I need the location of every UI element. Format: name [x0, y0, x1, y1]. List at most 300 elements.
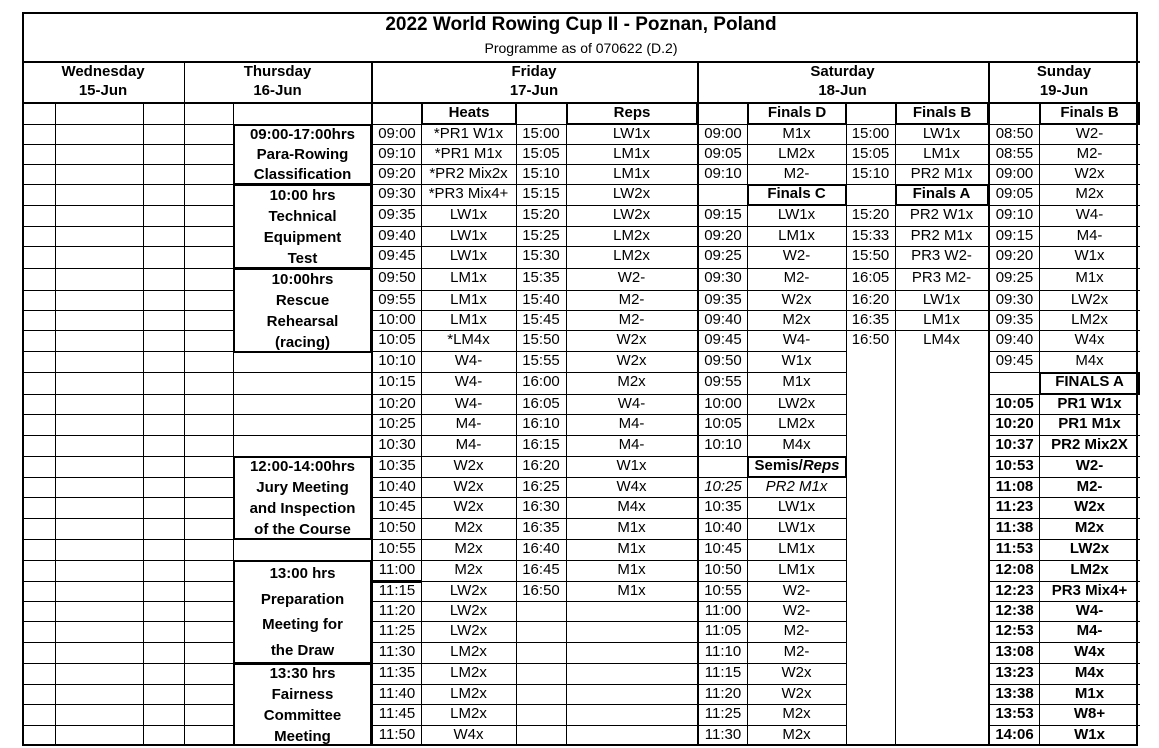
friday-heat-event: W2x [453, 457, 484, 474]
sunday-finals-b-time: 09:45 [995, 352, 1034, 369]
saturday-finals-d-time: 09:05 [704, 145, 742, 162]
friday-heat-time: 09:10 [378, 145, 416, 162]
saturday-semis-text: Semis/ [754, 457, 803, 474]
friday-heat-time: 11:30 [378, 643, 416, 660]
grid-line [22, 725, 234, 726]
saturday-finals-c-event: M2x [782, 311, 811, 328]
saturday-finals-c-event: M2- [783, 269, 810, 286]
grid-line [22, 246, 234, 247]
saturday-finals-d-event: LM2x [778, 145, 815, 162]
saturday-finals-c-event: W2- [782, 247, 811, 264]
sunday-finals-b-event: M2x [1075, 185, 1104, 202]
saturday-finals-a-time: 16:35 [851, 311, 890, 328]
thursday-event-line: Para-Rowing [256, 146, 349, 163]
grid-line [233, 372, 371, 373]
saturday-finals-a-event: PR2 M1x [910, 227, 973, 244]
friday-heat-event: M2x [454, 561, 483, 578]
friday-heat-event: M2x [454, 519, 483, 536]
sunday-finals-a-event: W1x [1074, 726, 1105, 743]
friday-rep-time: 15:50 [522, 331, 560, 348]
saturday-semis-reps-text: Reps [802, 457, 840, 474]
friday-heat-time: 11:20 [378, 602, 416, 619]
page-title: 2022 World Rowing Cup II - Poznan, Poland [385, 14, 777, 35]
sunday-finals-a-time: 12:23 [995, 582, 1034, 599]
friday-heat-event: W4- [454, 395, 483, 412]
friday-heat-event: *LM4x [447, 331, 490, 348]
sunday-finals-a-event: M4x [1074, 664, 1105, 681]
sunday-finals-a-event: W4- [1075, 602, 1104, 619]
friday-rep-time: 15:10 [522, 165, 560, 182]
friday-rep-time: 15:40 [522, 291, 560, 308]
sunday-finals-a-time: 13:53 [995, 705, 1034, 722]
sunday-finals-b-event: M4x [1075, 352, 1104, 369]
saturday-semis-event: M2x [782, 726, 811, 743]
sunday-finals-b-event: W2x [1074, 165, 1105, 182]
grid-line [22, 164, 234, 165]
grid-line [22, 539, 234, 540]
saturday-finals-c-event: W4- [782, 331, 811, 348]
friday-rep-event: M2x [617, 373, 646, 390]
saturday-semis-event: W2x [781, 664, 812, 681]
sunday-finals-a-time: 14:06 [995, 726, 1034, 743]
sunday-finals-a-event: PR1 M1x [1058, 415, 1121, 432]
grid-line [22, 310, 234, 311]
friday-rep-event: M4- [618, 415, 645, 432]
grid-line [22, 330, 234, 331]
thursday-event-line: Meeting [274, 727, 331, 745]
friday-heat-time: 10:40 [378, 478, 416, 495]
saturday-finals-c-time: 09:20 [704, 227, 742, 244]
saturday-semis-time: 11:10 [704, 643, 742, 660]
grid-line [22, 518, 234, 519]
saturday-semis-time: 11:05 [704, 622, 742, 639]
thursday-event-line: 13:00 hrs [269, 564, 336, 582]
grid-line [22, 226, 234, 227]
grid-line [22, 394, 234, 395]
saturday-finals-b-event: LM1x [923, 145, 960, 162]
friday-rep-event: LM2x [613, 227, 650, 244]
saturday-finals-c-time: 09:55 [704, 373, 742, 390]
saturday-finals-c-event: LW2x [777, 395, 816, 412]
friday-heat-time: 11:15 [378, 582, 416, 599]
grid-line [22, 684, 234, 685]
saturday-semis-event: LW1x [777, 498, 816, 515]
friday-rep-event: LW1x [612, 125, 651, 142]
day-date-sunday: 19-Jun [1039, 82, 1089, 99]
friday-heat-event: M4- [455, 436, 482, 453]
friday-heat-time: 10:55 [378, 540, 416, 557]
grid-line [233, 435, 371, 436]
friday-rep-time: 15:15 [522, 185, 560, 202]
sunday-finals-a-event: M2x [1074, 519, 1105, 536]
grid-line [22, 414, 234, 415]
saturday-finals-d-time: 09:00 [704, 125, 742, 142]
day-name-sunday: Sunday [1036, 63, 1092, 80]
friday-heat-event: LW1x [449, 206, 488, 223]
sunday-finals-b-event: LW2x [1070, 291, 1109, 308]
friday-rep-event: M1x [617, 561, 646, 578]
friday-heat-time: 11:40 [378, 685, 416, 702]
grid-line [22, 268, 234, 269]
grid-line [233, 394, 371, 395]
saturday-finals-c-label: Finals C [767, 185, 826, 202]
friday-heat-event: M4- [455, 415, 482, 432]
thursday-event-line: Equipment [263, 228, 342, 246]
sunday-finals-b-time: 09:40 [995, 331, 1034, 348]
sunday-finals-a-event: W4x [1074, 643, 1105, 660]
saturday-finals-d-event: M1x [782, 125, 811, 142]
sunday-finals-b-event: W4x [1074, 331, 1105, 348]
page-subtitle: Programme as of 070622 (D.2) [484, 40, 678, 56]
saturday-finals-c-event: M4x [782, 436, 811, 453]
thursday-event-line: Meeting for [262, 616, 343, 634]
saturday-finals-a-event: LM4x [923, 331, 960, 348]
grid-line [22, 581, 234, 582]
friday-heat-time: 10:10 [378, 352, 416, 369]
sunday-finals-b-event: W1x [1074, 247, 1105, 264]
saturday-semis-event: LM1x [778, 540, 815, 557]
grid-line [22, 184, 234, 185]
friday-heat-time: 09:35 [378, 206, 416, 223]
saturday-semis-event: M2- [783, 643, 810, 660]
friday-rep-time: 16:25 [522, 478, 560, 495]
day-date-thursday: 16-Jun [253, 82, 302, 99]
sunday-finals-a-time: 13:08 [995, 643, 1034, 660]
saturday-finals-c-time: 09:25 [704, 247, 742, 264]
saturday-finals-b-time: 15:10 [851, 165, 890, 182]
friday-rep-time: 15:05 [522, 145, 560, 162]
friday-heat-time: 09:55 [378, 291, 416, 308]
saturday-semis-event: W2- [782, 582, 811, 599]
friday-heat-time: 09:40 [378, 227, 416, 244]
friday-heat-event: LM2x [450, 643, 487, 660]
grid-line [22, 290, 234, 291]
saturday-finals-a-label: Finals A [912, 185, 971, 202]
friday-rep-time: 16:00 [522, 373, 560, 390]
friday-rep-time: 15:25 [522, 227, 560, 244]
friday-rep-event: W2x [616, 352, 647, 369]
friday-reps-label: Reps [613, 104, 651, 121]
sunday-finals-b-label: Finals B [1060, 104, 1119, 121]
friday-rep-time: 16:50 [522, 582, 560, 599]
saturday-semis-time: 11:25 [704, 705, 742, 722]
sunday-finals-a-event: PR1 W1x [1057, 395, 1122, 412]
friday-heat-time: 10:25 [378, 415, 416, 432]
sunday-finals-a-event: W2- [1075, 457, 1104, 474]
day-name-thursday: Thursday [243, 63, 312, 80]
friday-rep-time: 16:20 [522, 457, 560, 474]
saturday-finals-a-time: 16:05 [851, 269, 890, 286]
friday-heat-time: 09:30 [378, 185, 416, 202]
friday-heat-event: LM2x [450, 664, 487, 681]
friday-rep-event: LM2x [613, 247, 650, 264]
saturday-semis-event: LM1x [778, 561, 815, 578]
saturday-finals-b-time: 15:05 [851, 145, 890, 162]
saturday-finals-b-event: PR2 M1x [910, 165, 973, 182]
sunday-finals-b-event: M1x [1075, 269, 1104, 286]
saturday-finals-b-label: Finals B [912, 104, 972, 121]
saturday-finals-c-event: W1x [781, 352, 812, 369]
thursday-event-line: 10:00hrs [271, 270, 334, 288]
grid-line [22, 456, 234, 457]
thursday-event-line: Fairness [271, 686, 334, 704]
friday-heat-time: 10:15 [378, 373, 416, 390]
thursday-event-line: Rehearsal [266, 312, 339, 330]
sunday-finals-b-event: M4- [1076, 227, 1103, 244]
saturday-finals-a-event: LW1x [922, 291, 961, 308]
friday-heats-label: Heats [448, 104, 490, 121]
sunday-finals-a-time: 13:38 [995, 685, 1034, 702]
sunday-finals-a-label: FINALS A [1055, 373, 1124, 390]
saturday-finals-a-time: 16:20 [851, 291, 890, 308]
saturday-semis-time: 10:50 [704, 561, 742, 578]
friday-rep-event: M4- [618, 436, 645, 453]
saturday-finals-a-time: 15:50 [851, 247, 890, 264]
saturday-finals-d-time: 09:10 [704, 165, 742, 182]
saturday-finals-a-event: PR3 M2- [911, 269, 972, 286]
friday-rep-time: 16:35 [522, 519, 560, 536]
sunday-finals-a-event: PR2 Mix2X [1051, 436, 1128, 453]
grid-line [184, 102, 185, 746]
thursday-event-line: 10:00 hrs [269, 186, 336, 204]
sunday-finals-a-event: M2- [1076, 478, 1103, 495]
friday-rep-event: W4- [617, 395, 646, 412]
friday-rep-event: M2- [618, 311, 645, 328]
saturday-finals-c-event: LW1x [777, 206, 816, 223]
friday-rep-time: 16:05 [522, 395, 560, 412]
friday-heat-event: LM1x [450, 269, 487, 286]
saturday-finals-c-time: 10:10 [704, 436, 742, 453]
sunday-finals-a-event: M4- [1076, 622, 1103, 639]
saturday-semis-event: W2x [781, 685, 812, 702]
saturday-finals-a-time: 15:20 [851, 206, 890, 223]
friday-rep-time: 15:35 [522, 269, 560, 286]
thursday-event-line: Technical [268, 207, 337, 225]
friday-heat-time: 09:00 [378, 125, 416, 142]
friday-heat-time: 11:00 [378, 561, 416, 578]
saturday-finals-b-event: LW1x [922, 125, 961, 142]
grid-line [22, 144, 234, 145]
friday-heat-time: 10:20 [378, 395, 416, 412]
thursday-event-line: of the Course [254, 520, 351, 538]
sunday-finals-b-time: 09:10 [995, 206, 1034, 223]
friday-rep-event: M2- [618, 291, 645, 308]
friday-rep-event: M1x [617, 582, 646, 599]
grid-line [22, 351, 234, 352]
saturday-finals-d-event: M2- [783, 165, 810, 182]
grid-line [22, 205, 234, 206]
friday-heat-event: *PR1 M1x [434, 145, 503, 162]
saturday-semis-time: 10:45 [704, 540, 742, 557]
friday-heat-time: 10:05 [378, 331, 416, 348]
thursday-event-line: 09:00-17:00hrs [249, 126, 356, 143]
saturday-finals-a-event: PR2 W1x [909, 206, 974, 223]
friday-rep-event: M1x [617, 519, 646, 536]
friday-heat-event: W4x [453, 726, 484, 743]
day-date-friday: 17-Jun [509, 82, 559, 99]
friday-rep-event: M1x [617, 540, 646, 557]
friday-heat-event: LM1x [450, 311, 487, 328]
day-name-friday: Friday [511, 63, 557, 80]
grid-line [22, 477, 234, 478]
saturday-semis-time: 11:00 [704, 602, 742, 619]
sunday-finals-a-time: 11:53 [995, 540, 1034, 557]
sunday-finals-b-time: 09:30 [995, 291, 1034, 308]
grid-line [143, 102, 144, 746]
friday-heat-time: 09:45 [378, 247, 416, 264]
saturday-finals-a-event: LM1x [923, 311, 960, 328]
sunday-finals-b-time: 09:20 [995, 247, 1034, 264]
friday-rep-event: W4x [616, 478, 647, 495]
friday-rep-event: LW2x [612, 185, 651, 202]
friday-rep-event: LM1x [613, 145, 650, 162]
friday-rep-event: M4x [617, 498, 646, 515]
day-name-wednesday: Wednesday [61, 63, 145, 80]
sunday-finals-a-event: M1x [1074, 685, 1105, 702]
sunday-finals-a-time: 10:53 [995, 457, 1034, 474]
friday-rep-event: LM1x [613, 165, 650, 182]
saturday-semis-time: 10:35 [704, 498, 742, 515]
friday-heat-time: 11:45 [378, 705, 416, 722]
sunday-finals-b-event: LM2x [1071, 311, 1108, 328]
grid-line [22, 435, 234, 436]
thursday-event-line: Preparation [260, 590, 345, 608]
sunday-finals-b-event: W4- [1075, 206, 1104, 223]
saturday-finals-c-time: 09:50 [704, 352, 742, 369]
saturday-finals-d-label: Finals D [767, 104, 827, 121]
saturday-semis-event: W2- [782, 602, 811, 619]
friday-rep-event: W2- [617, 269, 646, 286]
grid-line [22, 497, 234, 498]
grid-line [22, 704, 234, 705]
sunday-finals-a-event: PR3 Mix4+ [1051, 582, 1128, 599]
thursday-event-line: Rescue [275, 291, 330, 309]
sunday-finals-a-event: W8+ [1073, 705, 1106, 722]
saturday-semis-time: 10:25 [704, 478, 742, 495]
friday-rep-time: 16:10 [522, 415, 560, 432]
friday-heat-event: W4- [454, 373, 483, 390]
friday-rep-event: W2x [616, 331, 647, 348]
sunday-finals-a-time: 10:37 [995, 436, 1034, 453]
sunday-finals-b-time: 09:35 [995, 311, 1034, 328]
friday-rep-time: 15:20 [522, 206, 560, 223]
grid-line [22, 372, 234, 373]
sunday-finals-b-event: M2- [1076, 145, 1103, 162]
sunday-finals-b-time: 09:00 [995, 165, 1034, 182]
saturday-finals-c-event: M1x [782, 373, 811, 390]
friday-rep-time: 16:30 [522, 498, 560, 515]
grid-line [22, 601, 234, 602]
friday-heat-event: LW2x [449, 602, 488, 619]
saturday-finals-c-time: 09:30 [704, 269, 742, 286]
thursday-event-line: and Inspection [249, 499, 356, 517]
friday-heat-event: *PR1 W1x [433, 125, 504, 142]
saturday-finals-a-time: 15:33 [851, 227, 890, 244]
thursday-event-line: Test [287, 249, 318, 267]
friday-heat-time: 10:00 [378, 311, 416, 328]
saturday-finals-a-event: PR3 W2- [911, 247, 972, 264]
sunday-finals-a-time: 11:23 [995, 498, 1034, 515]
sunday-finals-a-time: 12:38 [995, 602, 1034, 619]
sunday-finals-a-event: W2x [1074, 498, 1105, 515]
grid-line [22, 663, 234, 664]
sunday-finals-b-time: 08:55 [995, 145, 1034, 162]
friday-rep-time: 16:15 [522, 436, 560, 453]
saturday-semis-event: LW1x [777, 519, 816, 536]
sunday-finals-a-event: LM2x [1070, 561, 1109, 578]
saturday-semis-event: M2- [783, 622, 810, 639]
grid-line [22, 642, 234, 643]
thursday-event-line: Classification [253, 166, 352, 183]
sunday-finals-a-time: 12:08 [995, 561, 1034, 578]
sunday-finals-b-event: W2- [1075, 125, 1104, 142]
thursday-event-line: Jury Meeting [256, 479, 349, 497]
friday-heat-time: 09:50 [378, 269, 416, 286]
thursday-event-line: 12:00-14:00hrs [249, 458, 356, 476]
saturday-finals-c-time: 09:45 [704, 331, 742, 348]
friday-heat-event: LW2x [449, 582, 488, 599]
saturday-finals-c-event: LM1x [778, 227, 815, 244]
saturday-semis-time: 10:55 [704, 582, 742, 599]
saturday-finals-c-event: W2x [781, 291, 812, 308]
saturday-finals-c-time: 09:35 [704, 291, 742, 308]
friday-heat-time: 10:50 [378, 519, 416, 536]
friday-rep-time: 15:55 [522, 352, 560, 369]
friday-heat-event: LW2x [449, 622, 488, 639]
friday-heat-event: LW1x [449, 227, 488, 244]
friday-heat-event: LM1x [450, 291, 487, 308]
friday-heat-event: W2x [453, 498, 484, 515]
saturday-semis-time: 11:30 [704, 726, 742, 743]
friday-heat-time: 11:35 [378, 664, 416, 681]
friday-heat-event: W4- [454, 352, 483, 369]
grid-line [233, 414, 371, 415]
friday-heat-event: *PR2 Mix2x [429, 165, 508, 182]
saturday-finals-c-time: 09:40 [704, 311, 742, 328]
day-date-saturday: 18-Jun [818, 82, 867, 99]
friday-heat-time: 10:45 [378, 498, 416, 515]
sunday-finals-a-time: 10:20 [995, 415, 1034, 432]
saturday-semis-event: PR2 M1x [765, 478, 828, 495]
grid-line [22, 621, 234, 622]
sunday-finals-a-time: 13:23 [995, 664, 1034, 681]
friday-heat-event: LM2x [450, 705, 487, 722]
sunday-finals-b-time: 08:50 [995, 125, 1034, 142]
saturday-finals-c-time: 10:05 [704, 415, 742, 432]
friday-rep-time: 16:40 [522, 540, 560, 557]
friday-heat-event: LM2x [450, 685, 487, 702]
saturday-semis-time: 11:20 [704, 685, 742, 702]
sunday-finals-a-time: 11:38 [995, 519, 1034, 536]
grid-line [184, 124, 234, 125]
friday-heat-event: M2x [454, 540, 483, 557]
friday-heat-time: 11:50 [378, 726, 416, 743]
saturday-finals-c-event: LM2x [778, 415, 815, 432]
friday-heat-time: 10:35 [378, 457, 416, 474]
saturday-finals-c-time: 10:00 [704, 395, 742, 412]
thursday-event-line: the Draw [270, 642, 335, 660]
saturday-semis-time: 10:40 [704, 519, 742, 536]
friday-rep-event: LW2x [612, 206, 651, 223]
friday-rep-time: 15:00 [522, 125, 560, 142]
saturday-finals-b-time: 15:00 [851, 125, 890, 142]
sunday-finals-b-time: 09:25 [995, 269, 1034, 286]
sunday-finals-b-time: 09:15 [995, 227, 1034, 244]
friday-rep-time: 15:30 [522, 247, 560, 264]
thursday-event-line: Committee [263, 706, 342, 724]
friday-rep-time: 16:45 [522, 561, 560, 578]
sunday-finals-a-time: 12:53 [995, 622, 1034, 639]
